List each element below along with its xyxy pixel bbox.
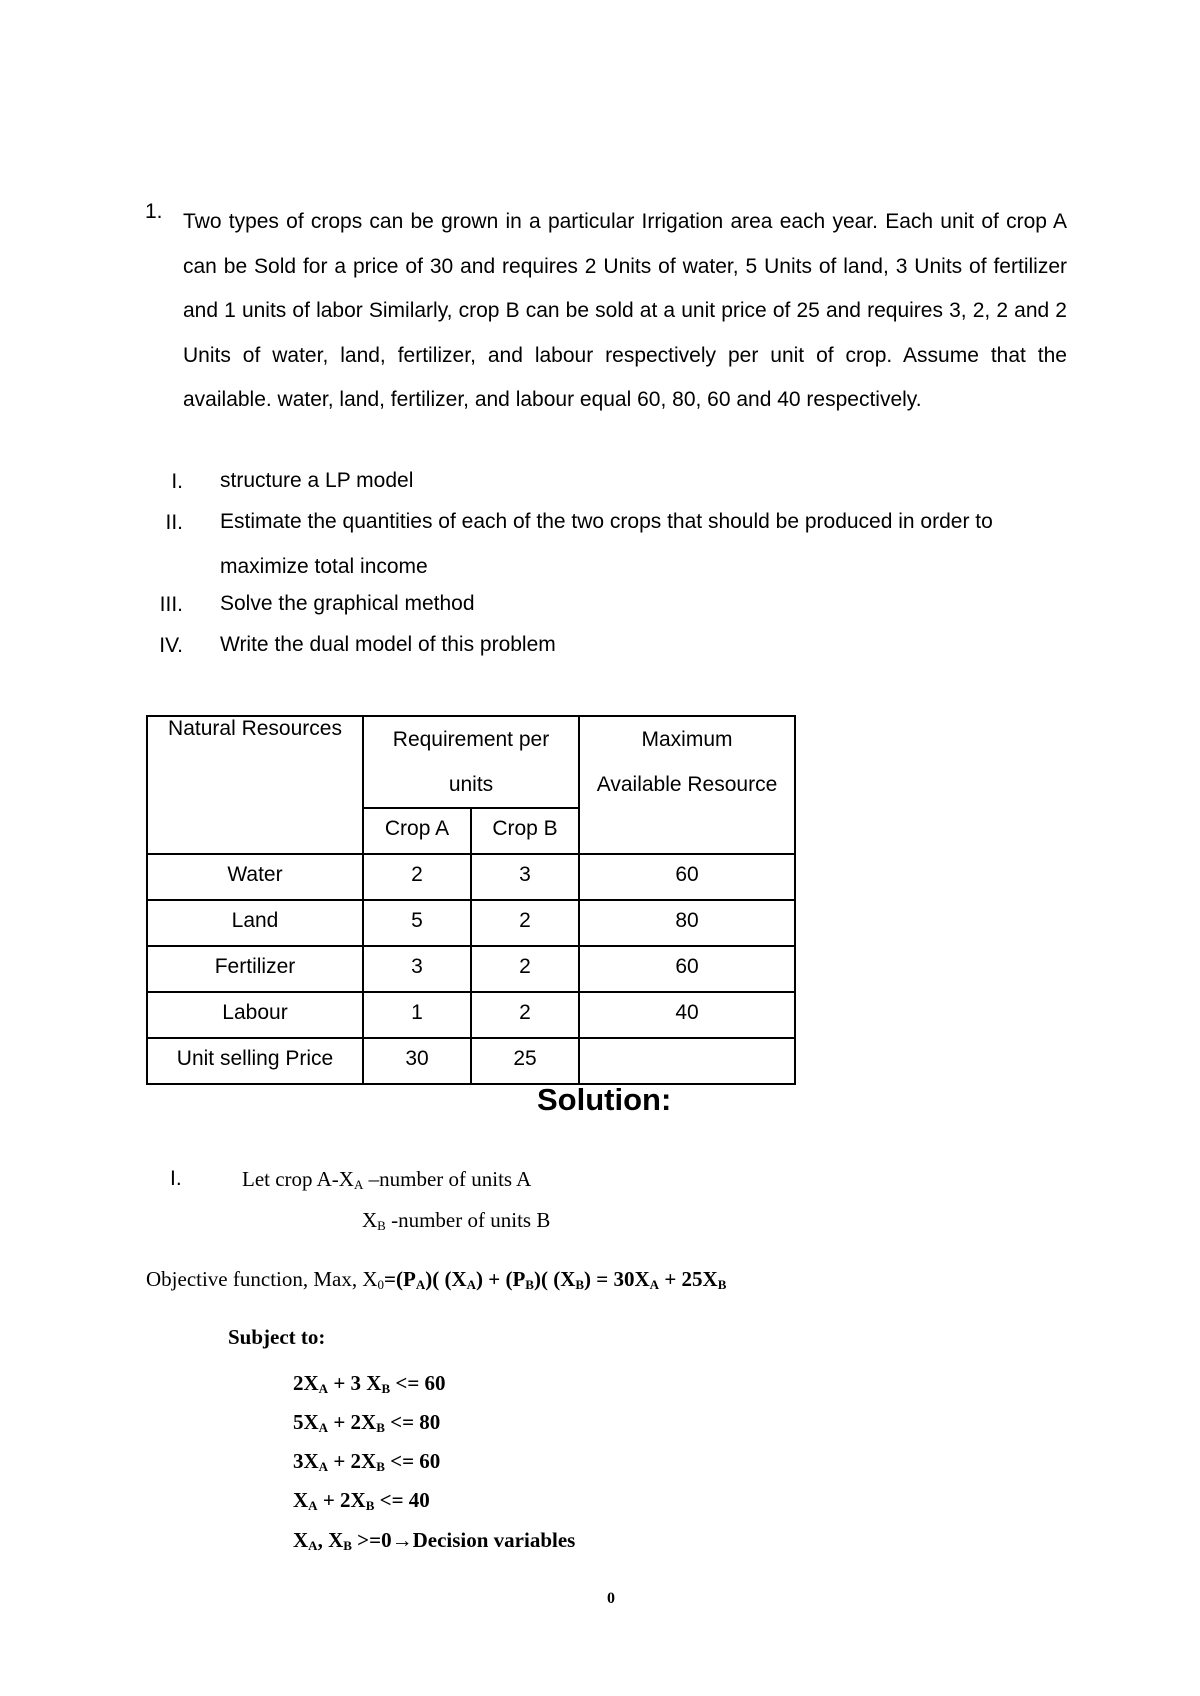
objective-prefix: Objective function, Max, X xyxy=(146,1267,378,1291)
cell-max xyxy=(579,1038,795,1084)
problem-number: 1. xyxy=(145,200,163,223)
subquestion-roman: II. xyxy=(165,511,183,534)
subject-to-label: Subject to: xyxy=(228,1325,326,1349)
xb-suffix: -number of units B xyxy=(385,1208,551,1232)
cell-resource: Labour xyxy=(147,992,363,1038)
cell-crop-a: 30 xyxy=(363,1038,471,1084)
subquestion-roman: I. xyxy=(171,470,183,493)
constraint-labour: $X_A + 2X_B <= 40$ xyxy=(293,1488,430,1513)
solution-part-roman: I. xyxy=(170,1167,182,1190)
subquestion-text: structure a LP model xyxy=(220,469,414,492)
cell-crop-b: 3 xyxy=(471,854,579,900)
subquestion-text: Write the dual model of this problem xyxy=(220,633,556,656)
constraint-water: $2X_A + 3$ $X_B <= 60$ xyxy=(293,1371,446,1396)
cell-crop-b: 2 xyxy=(471,946,579,992)
table-row xyxy=(147,1038,795,1084)
cell-max: 60 xyxy=(579,946,795,992)
objective-function: Objective function, Max, $X_0=(P_A)$( $(X_A) + (P_B)$( $(X_B) = 30X_A + 25X_B$ xyxy=(146,1267,727,1292)
variable-definition-a xyxy=(242,1167,531,1193)
problem-text: Two types of crops can be grown in a particular Irrigation area each year. Each unit of crop A can be Sold for a price of 30 and requires 2 Units of water, 5 Units of land, 3 Units of fertilizer and 1 units of labor Similarly, crop B can be sold at a unit price of 25 and requires 3, 2, 2 and 2 Units of water, land, fertilizer, and labour respectively per unit of crop. Assume that the available. water, land, fertilizer, and labour equal 60, 80, 60 and 40 respectively. xyxy=(183,210,1067,411)
subquestion-roman: IV. xyxy=(159,634,183,657)
cell-resource: Fertilizer xyxy=(147,946,363,992)
header-natural-resources: Natural Resources xyxy=(147,716,363,854)
cell-resource: Water xyxy=(147,854,363,900)
cell-crop-a: 5 xyxy=(363,900,471,946)
cell-max: 80 xyxy=(579,900,795,946)
variable-definition-b xyxy=(362,1208,550,1234)
table-row xyxy=(147,992,795,1038)
constraint-fertilizer: $3X_A + 2X_B <= 60$ xyxy=(293,1449,441,1474)
subquestion-text: Solve the graphical method xyxy=(220,592,475,615)
header-requirement-line1: Requirement per xyxy=(392,728,550,751)
table-row xyxy=(147,854,795,900)
cell-crop-b: 2 xyxy=(471,900,579,946)
xb-prefix: X xyxy=(362,1208,378,1232)
cell-crop-a: 2 xyxy=(363,854,471,900)
let-suffix: –number of units A xyxy=(363,1167,532,1191)
header-requirement-line2: units xyxy=(448,773,494,796)
subquestion-text: Estimate the quantities of each of the two crops that should be produced in order to maximize total income xyxy=(220,510,993,578)
header-crop-a: Crop A xyxy=(363,808,471,854)
header-maximum-line1: Maximum xyxy=(641,728,733,751)
table-row xyxy=(147,946,795,992)
resource-table xyxy=(146,715,796,1085)
cell-max: 60 xyxy=(579,854,795,900)
cell-crop-a: 1 xyxy=(363,992,471,1038)
header-maximum xyxy=(579,716,795,854)
table-row xyxy=(147,900,795,946)
non-negativity-constraint: $X_A$, $X_B$ >=0→Decision variables xyxy=(293,1528,576,1553)
header-maximum-line2: Available Resource xyxy=(596,773,778,796)
cell-resource: Land xyxy=(147,900,363,946)
solution-heading: Solution: xyxy=(537,1082,672,1117)
subquestion-roman: III. xyxy=(159,593,183,616)
header-requirement xyxy=(363,716,579,808)
page-number: 0 xyxy=(607,1590,615,1607)
let-subscript: A xyxy=(353,1177,364,1192)
cell-crop-b: 25 xyxy=(471,1038,579,1084)
xb-subscript: B xyxy=(377,1218,386,1233)
header-crop-b: Crop B xyxy=(471,808,579,854)
let-prefix: Let crop A-X xyxy=(242,1167,354,1191)
constraint-land: $5X_A + 2X_B <= 80$ xyxy=(293,1410,441,1435)
cell-max: 40 xyxy=(579,992,795,1038)
cell-resource: Unit selling Price xyxy=(147,1038,363,1084)
decision-suffix: >=0→Decision variables xyxy=(357,1528,576,1552)
cell-crop-a: 3 xyxy=(363,946,471,992)
cell-crop-b: 2 xyxy=(471,992,579,1038)
